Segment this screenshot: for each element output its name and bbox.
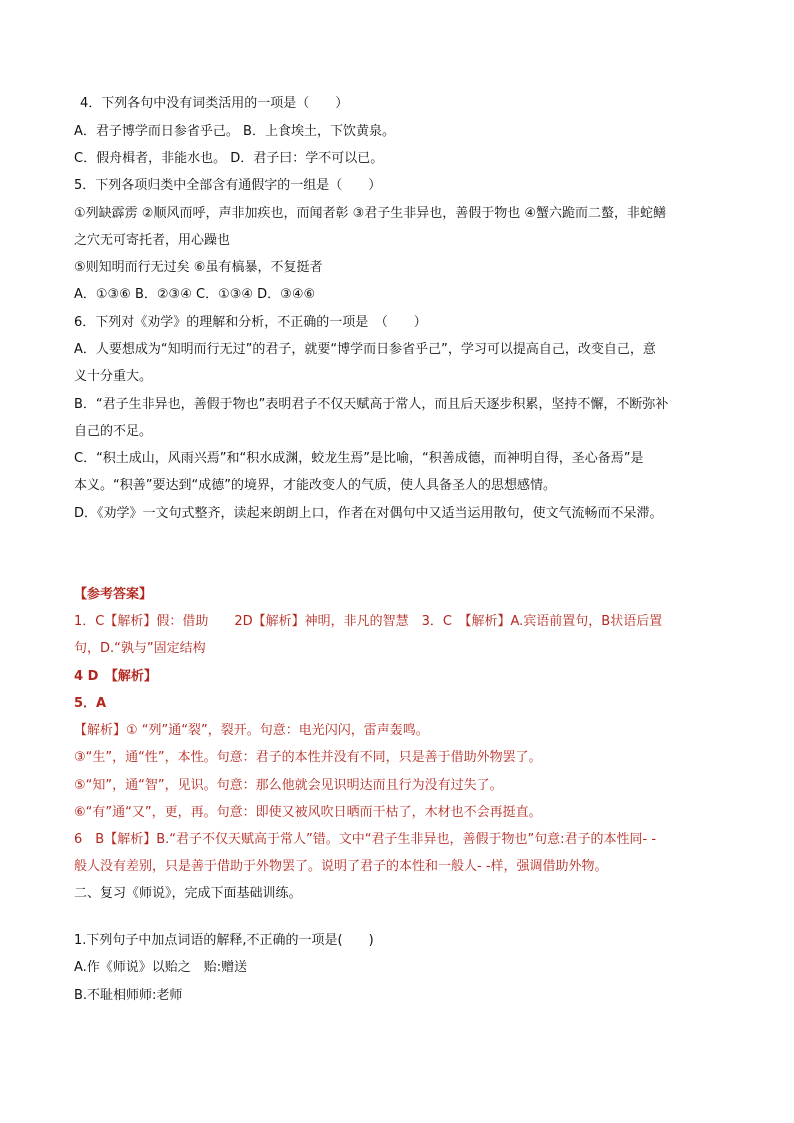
answer-6-explain-1: 6 B【解析】B.“君子不仅天赋高于常人”错。文中“君子生非异也，善假于物也”句意:君子的本性同- - bbox=[74, 832, 657, 847]
question-5-options: A．①③⑥ B．②③④ C．①③④ D．③④⑥ bbox=[74, 287, 316, 302]
answer-5-explain-2: ③“生”，通“性”，本性。句意：君子的本性并没有不同，只是善于借助外物罢了。 bbox=[74, 750, 542, 765]
question-4-options-cd: C．假舟楫者，非能水也。 D．君子曰：学不可以已。 bbox=[74, 151, 384, 166]
section-2-question-1-stem: 1.下列句子中加点词语的解释,不正确的一项是( ) bbox=[74, 933, 374, 948]
question-6-option-a-line1: A．人要想成为“知明而行无过”的君子，就要“博学而日参省乎己”，学习可以提高自己，改变自己，意 bbox=[74, 342, 656, 357]
question-4-options-ab: A．君子博学而日参省乎己。 B．上食埃土，下饮黄泉。 bbox=[74, 124, 395, 139]
answers-line3: 4 D 【解析】 bbox=[74, 669, 157, 684]
section-2-question-1-option-b: B.不耻相师师:老师 bbox=[74, 988, 183, 1003]
question-6-option-c-line1: C．“积土成山，风雨兴焉”和“积水成渊，蛟龙生焉”是比喻，“积善成德，而神明自得，圣心备焉”是 bbox=[74, 451, 644, 466]
question-6-option-d: D．《劝学》一文句式整齐，读起来朗朗上口，作者在对偶句中又适当运用散句，使文气流畅而不呆滞。 bbox=[74, 506, 663, 521]
question-5-items-line3: ⑤则知明而行无过矣 ⑥虽有槁暴，不复挺者 bbox=[74, 260, 323, 275]
question-6-option-b-line1: B．“君子生非异也，善假于物也”表明君子不仅天赋高于常人，而且后天逐步积累，坚持不懈，不断弥补 bbox=[74, 397, 669, 412]
answers-line1: 1．C【解析】假：借助 2D【解析】神明，非凡的智慧 3．C 【解析】A.宾语前置句，B状语后置 bbox=[74, 614, 663, 629]
question-6-option-c-line2: 本义。“积善”要达到“成德”的境界，才能改变人的气质，使人具备圣人的思想感情。 bbox=[74, 478, 556, 493]
question-5-items-line2: 之穴无可寄托者，用心躁也 bbox=[74, 233, 231, 248]
question-5-items-line1: ①列缺霹雳 ②顺风而呼，声非加疾也，而闻者彰 ③君子生非异也，善假于物也 ④蟹六跪而二螯，非蛇鳝 bbox=[74, 206, 667, 221]
question-6-option-b-line2: 自己的不足。 bbox=[74, 424, 153, 439]
question-6-option-a-line2: 义十分重大。 bbox=[74, 369, 153, 384]
answers-line4: 5．A bbox=[74, 696, 107, 711]
answer-5-explain-1: 【解析】① “列”通“裂”，裂开。句意：电光闪闪，雷声轰鸣。 bbox=[74, 723, 429, 738]
section-2-question-1-option-a: A.作《师说》以贻之 贻:赠送 bbox=[74, 960, 248, 975]
answer-5-explain-3: ⑤“知”，通“智”，见识。句意：那么他就会见识明达而且行为没有过失了。 bbox=[74, 778, 503, 793]
answers-line2: 句，D.“孰与”固定结构 bbox=[74, 641, 206, 656]
answers-heading: 【参考答案】 bbox=[74, 587, 153, 602]
answer-5-explain-4: ⑥“有”通“又”，更，再。句意：即使又被风吹日晒而干枯了，木材也不会再挺直。 bbox=[74, 805, 542, 820]
question-6-stem: 6．下列对《劝学》的理解和分析，不正确的一项是 （ ） bbox=[74, 315, 427, 330]
section-2-title: 二、复习《师说》，完成下面基础训练。 bbox=[74, 886, 302, 901]
question-4-stem: 4．下列各句中没有词类活用的一项是（ ） bbox=[80, 96, 349, 111]
question-5-stem: 5．下列各项归类中全部含有通假字的一组是（ ） bbox=[74, 178, 382, 193]
answer-6-explain-2: 般人没有差别，只是善于借助于外物罢了。说明了君子的本性和一般人- -样，强调借助外物。 bbox=[74, 859, 608, 874]
